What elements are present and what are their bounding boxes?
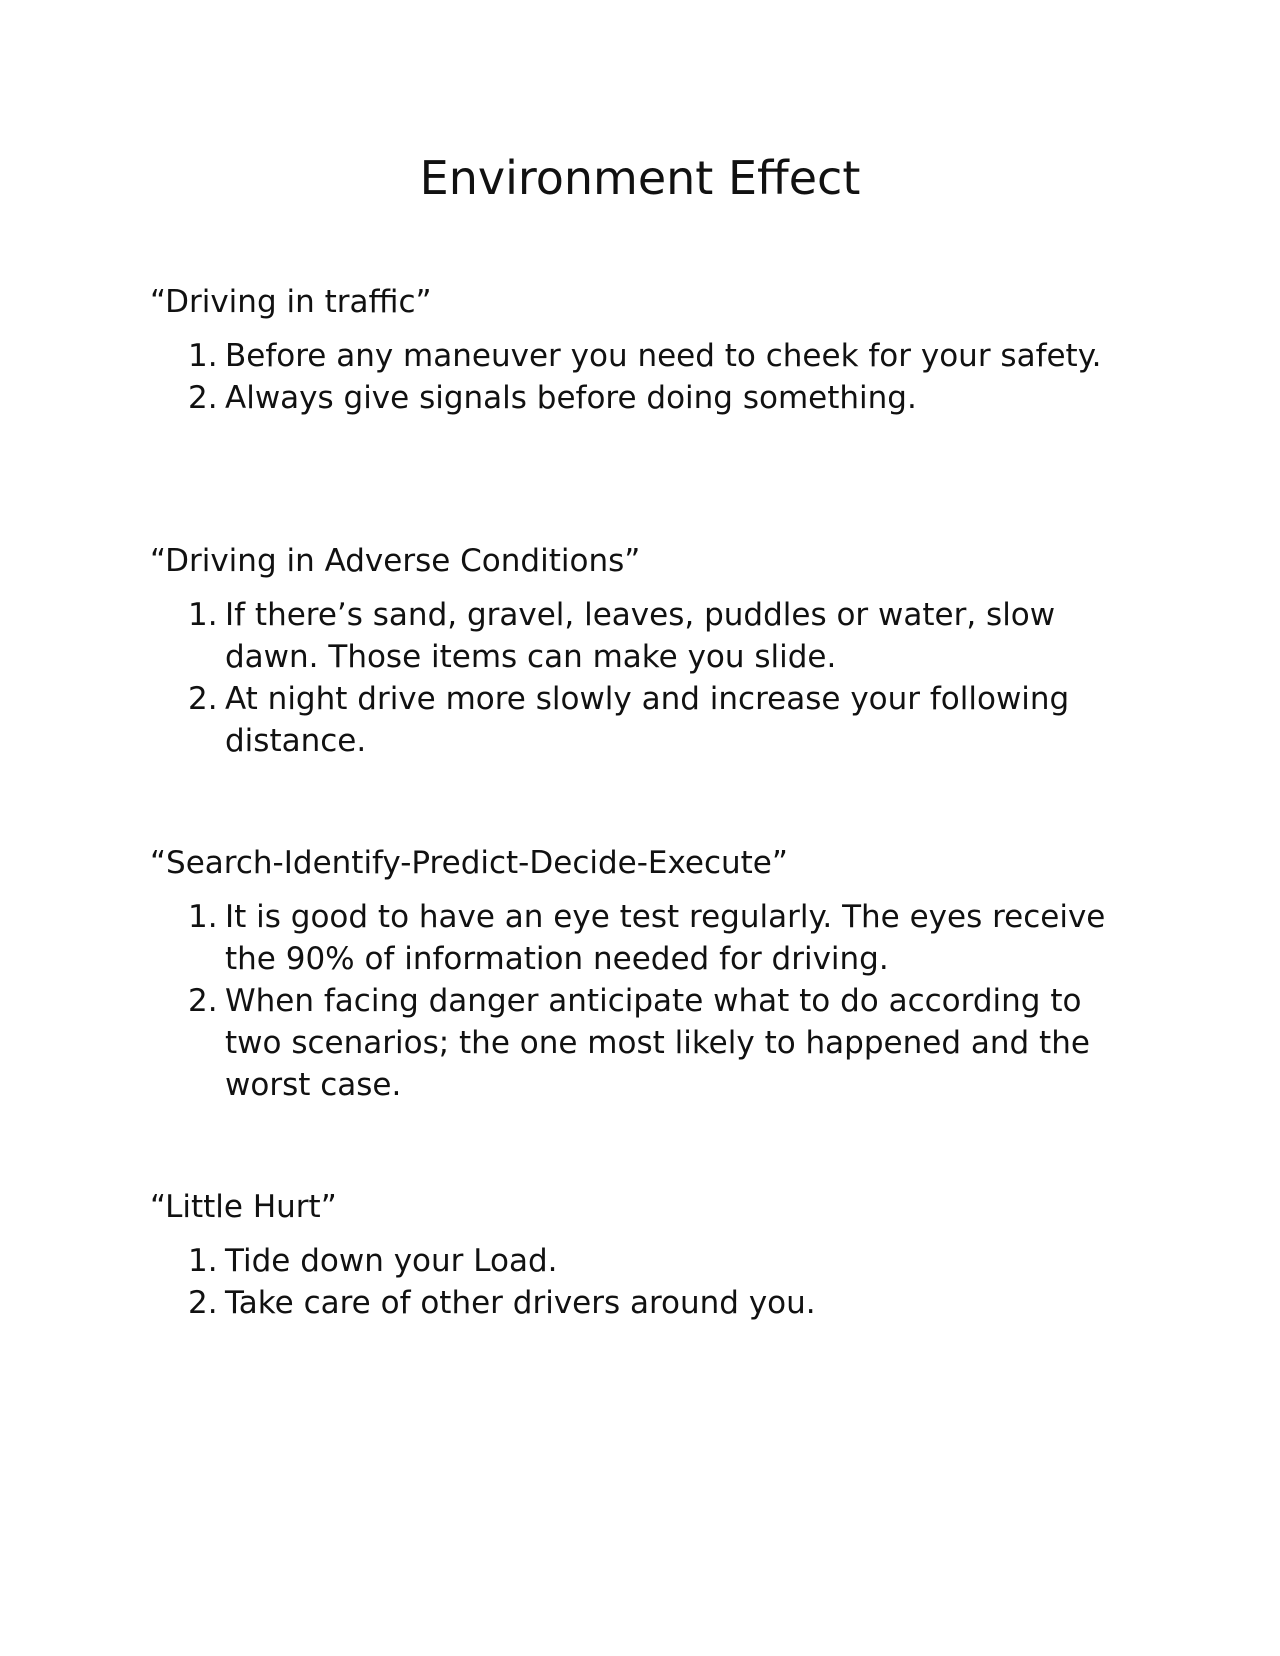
list-item <box>150 896 1130 980</box>
section-heading: “Driving in Adverse Conditions” <box>150 543 641 579</box>
list-item-text: Tide down your Load. <box>225 1243 558 1279</box>
list-item-text: When facing danger anticipate what to do according to two scenarios; the one most likely to happened and the worst case. <box>225 983 1090 1103</box>
list-item-text: At night drive more slowly and increase your following distance. <box>225 681 1070 759</box>
section-heading: “Driving in traffic” <box>150 284 432 320</box>
list-item-text: If there’s sand, gravel, leaves, puddles or water, slow dawn. Those items can make you slide. <box>225 597 1056 675</box>
list-number: 2. <box>188 380 218 416</box>
numbered-list <box>150 335 1130 419</box>
list-item-text: Before any maneuver you need to cheek for your safety. <box>225 338 1102 374</box>
list-item <box>150 678 1130 762</box>
list-item <box>150 1240 1130 1282</box>
numbered-list <box>150 896 1130 1106</box>
list-number: 2. <box>188 983 218 1019</box>
list-number: 1. <box>188 899 218 935</box>
numbered-list <box>150 594 1130 762</box>
list-item <box>150 1282 1130 1324</box>
section-little-hurt <box>150 1186 1130 1324</box>
page-title: Environment Effect <box>419 151 861 205</box>
list-item-text: It is good to have an eye test regularly. The eyes receive the 90% of information needed for driving. <box>225 899 1106 977</box>
list-number: 2. <box>188 1285 218 1321</box>
list-number: 1. <box>188 1243 218 1279</box>
list-number: 1. <box>188 597 218 633</box>
section-sipde <box>150 842 1130 1106</box>
list-number: 1. <box>188 338 218 374</box>
list-item-text: Take care of other drivers around you. <box>225 1285 816 1321</box>
list-item <box>150 377 1130 419</box>
list-number: 2. <box>188 681 218 717</box>
list-item <box>150 594 1130 678</box>
numbered-list <box>150 1240 1130 1324</box>
section-driving-in-adverse-conditions <box>150 540 1130 762</box>
section-driving-in-traffic <box>150 281 1130 419</box>
section-heading: “Search-Identify-Predict-Decide-Execute” <box>150 845 788 881</box>
list-item <box>150 980 1130 1106</box>
list-item <box>150 335 1130 377</box>
section-heading: “Little Hurt” <box>150 1189 337 1225</box>
list-item-text: Always give signals before doing something. <box>225 380 917 416</box>
